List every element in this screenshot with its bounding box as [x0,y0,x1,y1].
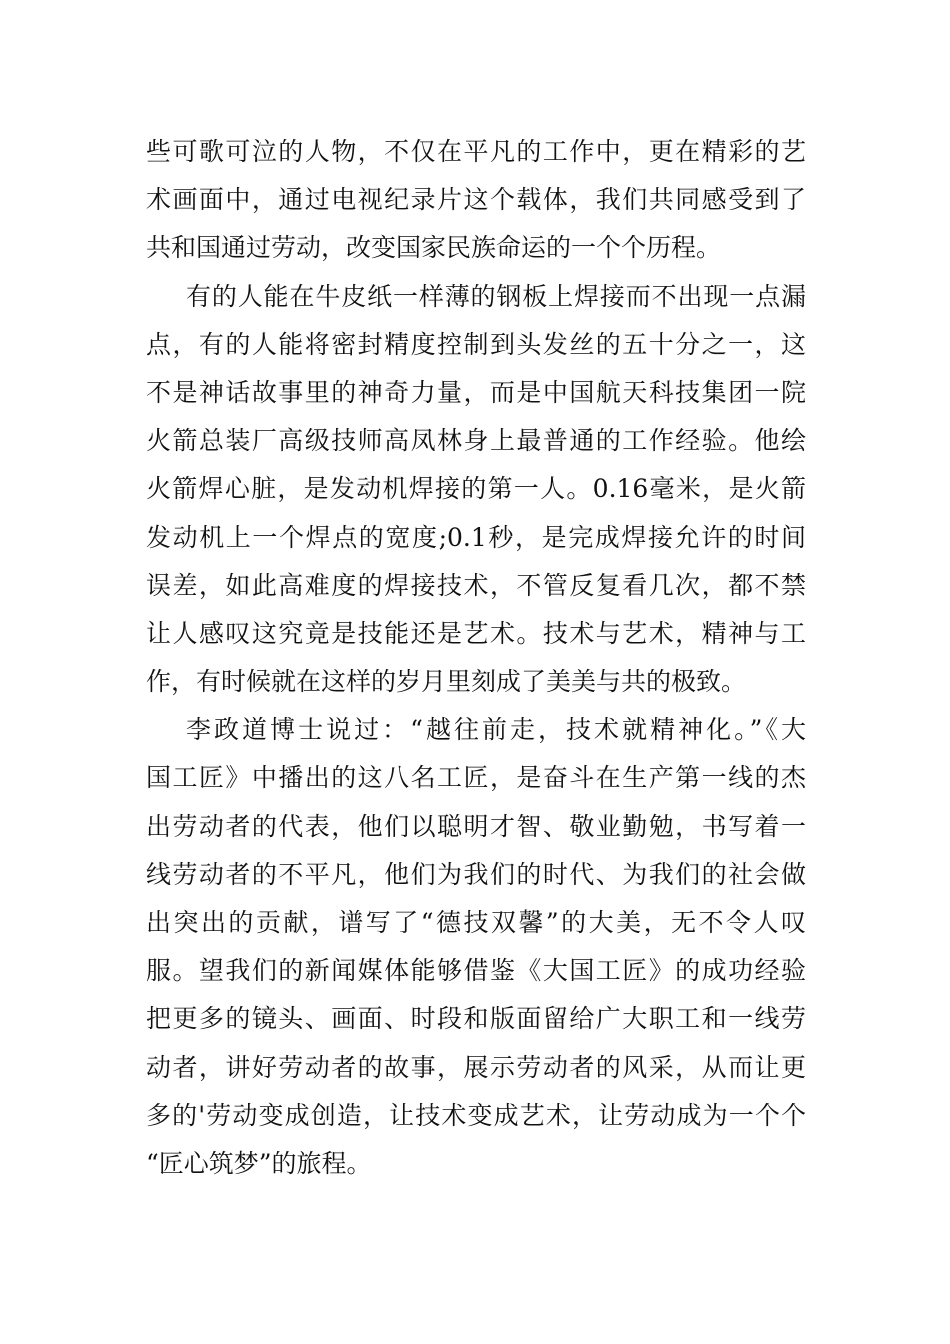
text-line: 出突出的贡献，谱写了“德技双馨”的大美，无不令人叹 [146,908,806,937]
text-line: 术画面中，通过电视纪录片这个载体，我们共同感受到了 [146,185,806,215]
text-line: 作，有时候就在这样的岁月里刻成了美美与共的极致。 [146,667,747,697]
text-line: 有的人能在牛皮纸一样薄的钢板上焊接而不出现一点漏 [186,281,806,311]
text-line: 误差，如此高难度的焊接技术，不管反复看几次，都不禁 [146,570,806,600]
paragraph-2 [146,273,806,707]
text-line: 国工匠》中播出的这八名工匠，是奋斗在生产第一线的杰 [146,763,806,793]
text-line: 火箭总装厂高级技师高凤林身上最普通的工作经验。他绘 [146,426,806,456]
text-line: 火箭焊心脏，是发动机焊接的第一人。0.16毫米，是火箭 [146,474,806,504]
text-line: 出劳动者的代表，他们以聪明才智、敬业勤勉，书写着一 [146,811,806,841]
text-line: “匠心筑梦”的旅程。 [146,1148,372,1178]
text-line: 动者，讲好劳动者的故事，展示劳动者的风采，从而让更 [146,1052,806,1082]
text-line: 发动机上一个焊点的宽度;0.1秒，是完成焊接允许的时间 [146,522,806,552]
text-line: 让人感叹这究竟是技能还是艺术。技术与艺术，精神与工 [146,618,806,648]
text-line: 把更多的镜头、画面、时段和版面留给广大职工和一线劳 [146,1004,806,1034]
text-line: 些可歌可泣的人物，不仅在平凡的工作中，更在精彩的艺 [146,137,806,166]
paragraph-1 [146,128,806,273]
paragraph-3 [146,706,806,1188]
text-line: 多的'劳动变成创造，让技术变成艺术，让劳动成为一个个 [146,1100,806,1130]
body-text [146,128,806,1188]
text-line: 李政道博士说过：“越往前走，技术就精神化。”《大 [186,715,806,745]
text-line: 服。望我们的新闻媒体能够借鉴《大国工匠》的成功经验 [146,956,806,986]
text-line: 点，有的人能将密封精度控制到头发丝的五十分之一，这 [146,329,806,359]
text-line: 共和国通过劳动，改变国家民族命运的一个个历程。 [146,233,722,263]
text-line: 不是神话故事里的神奇力量，而是中国航天科技集团一院 [146,377,806,407]
text-line: 线劳动者的不平凡，他们为我们的时代、为我们的社会做 [146,859,806,889]
